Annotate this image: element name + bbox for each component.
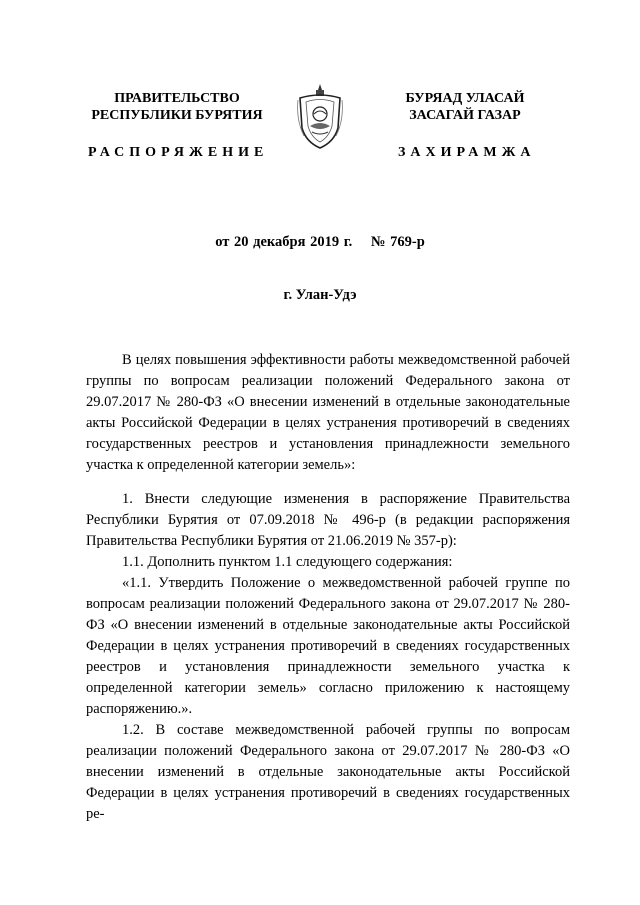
preamble-paragraph: В целях повышения эффективности работы межведомственной рабочей группы по вопросам реализации положений Федерального закона от 29.07.2017 № 280-ФЗ «О внесении изменений в отдельные законодательные акты Российской Федерации в целях устранения противоречий в сведениях государственных реестров и установления принадлежности земельного участка к определенной категории земель»: [86, 352, 570, 473]
paragraph-1-1-text: «1.1. Утвердить Положение о межведомственной рабочей группе по вопросам реализации положений Федерального закона от 29.07.2017 № 280-ФЗ «О внесении изменений в отдельные законодательные акты Российской Федерации в целях устранения противоречий в сведениях государственных реестров и установления принадлежности земельного участка к определенной категории земель» согласно приложению к настоящему распоряжению.». [86, 575, 570, 717]
doc-type-ru: РАСПОРЯЖЕНИЕ [88, 145, 269, 160]
header-left [72, 90, 282, 124]
paragraph-1-2: 1.2. В составе межведомственной рабочей группы по вопросам реализации положений Федерального закона от 29.07.2017 № 280-ФЗ «О внесении изменений в отдельные законодательные акты Российской Федерации в целях устранения противоречий в сведениях государственных ре- [86, 722, 570, 822]
republic-title-ru: РЕСПУБЛИКИ БУРЯТИЯ [91, 108, 263, 123]
document-date-line [0, 234, 640, 251]
coat-of-arms-icon [294, 80, 346, 152]
body-items [86, 489, 570, 825]
document-number: № 769-р [370, 234, 425, 250]
paragraph-1: 1. Внести следующие изменения в распоряжение Правительства Республики Бурятия от 07.09.2018 № 496-р (в редакции распоряжения Правительства Республики Бурятия от 21.06.2019 № 357-р): [86, 491, 570, 549]
government-title-ru: ПРАВИТЕЛЬСТВО [114, 91, 240, 106]
doc-type-bua: ЗАХИРАМЖА [398, 145, 536, 160]
header-right [360, 90, 570, 124]
document-city: г. Улан-Удэ [283, 287, 357, 303]
preamble-block [86, 350, 570, 476]
government-title-bua: БУРЯАД УЛАСАЙ [405, 91, 525, 106]
document-date: от 20 декабря 2019 г. [215, 234, 353, 250]
paragraph-1-1: 1.1. Дополнить пунктом 1.1 следующего содержания: [122, 554, 453, 570]
republic-title-bua: ЗАСАГАЙ ГАЗАР [409, 108, 521, 123]
